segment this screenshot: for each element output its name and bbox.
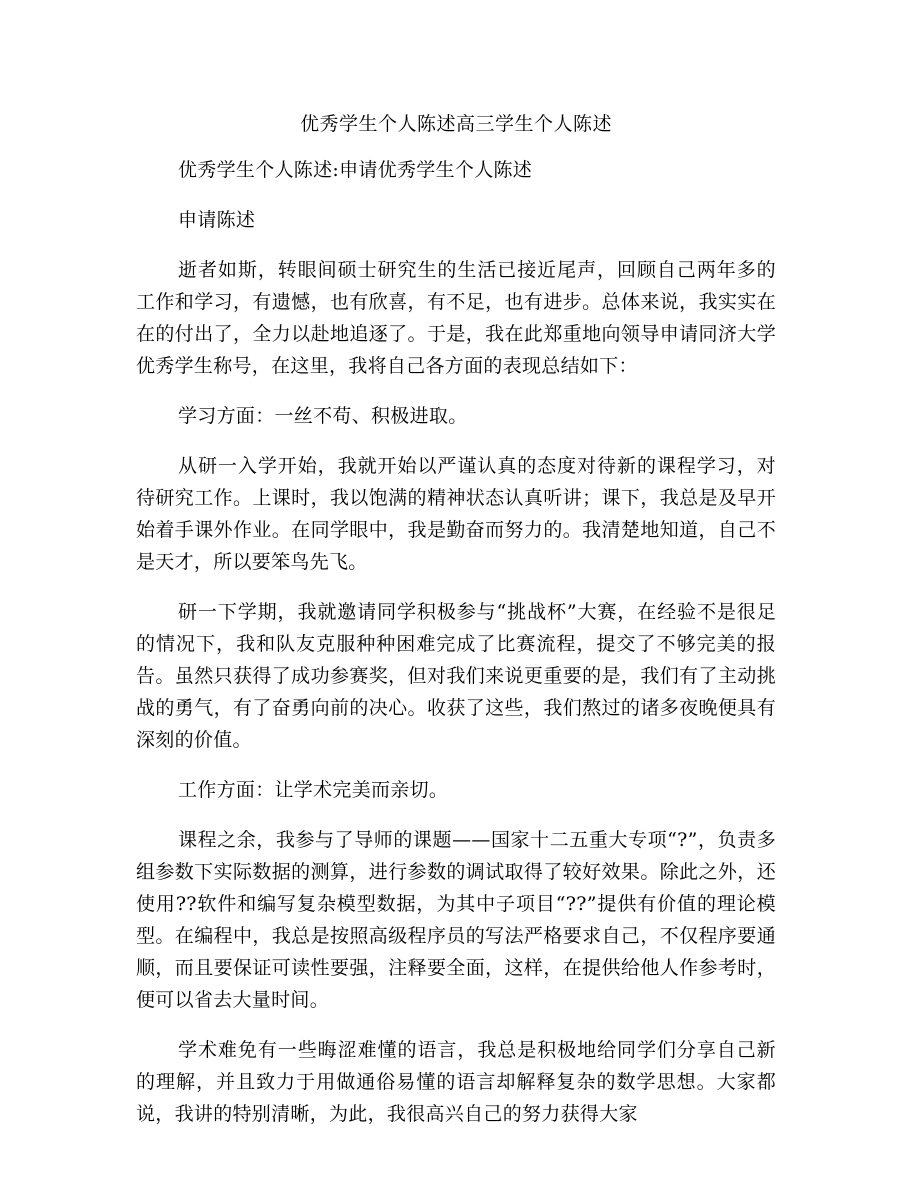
paragraph-study-detail: 从研一入学开始，我就开始以严谨认真的态度对待新的课程学习，对待研究工作。上课时，我以饱满的精神状态认真听讲；课下，我总是及早开始着手课外作业。在同学眼中，我是勤奋而努力的。我清楚地知道，自己不是天才，所以要笨鸟先飞。 bbox=[136, 455, 776, 573]
document-body bbox=[136, 108, 776, 1148]
paragraph-study-heading: 学习方面：一丝不苟、积极进取。 bbox=[178, 405, 468, 427]
document-title: 优秀学生个人陈述高三学生个人陈述 bbox=[299, 113, 612, 135]
paragraph-research-project: 课程之余，我参与了导师的课题——国家十二五重大专项“?”，负责多组参数下实际数据的测算，进行参数的调试取得了较好效果。除此之外，还使用??软件和编写复杂模型数据，为其中子项目“??”提供有价值的理论模型。在编程中，我总是按照高级程序员的写法严格要求自己，不仅程序要通顺，而且要保证可读性要强，注释要全面，这样，在提供给他人作参考时，便可以省去大量时间。 bbox=[136, 829, 776, 1011]
paragraph-heading-statement: 申请陈述 bbox=[178, 209, 256, 231]
paragraph-challenge-cup: 研一下学期，我就邀请同学积极参与“挑战杯”大赛，在经验不是很足的情况下，我和队友克服种种困难完成了比赛流程，提交了不够完美的报告。虽然只获得了成功参赛奖，但对我们来说更重要的是，我们有了主动挑战的勇气，有了奋勇向前的决心。收获了这些，我们熬过的诸多夜晚便具有深刻的价值。 bbox=[136, 601, 776, 751]
paragraph-intro: 逝者如斯，转眼间硕士研究生的生活已接近尾声，回顾自己两年多的工作和学习，有遗憾，也有欣喜，有不足，也有进步。总体来说，我实实在在的付出了，全力以赴地追逐了。于是，我在此郑重地向领导申请同济大学优秀学生称号，在这里，我将自己各方面的表现总结如下： bbox=[136, 259, 776, 377]
paragraph-subtitle: 优秀学生个人陈述:申请优秀学生个人陈述 bbox=[178, 159, 533, 181]
paragraph-work-heading: 工作方面：让学术完美而亲切。 bbox=[178, 779, 449, 801]
paragraph-sharing: 学术难免有一些晦涩难懂的语言，我总是积极地给同学们分享自己新的理解，并且致力于用做通俗易懂的语言却解释复杂的数学思想。大家都说，我讲的特别清晰，为此，我很高兴自己的努力获得大家 bbox=[136, 1039, 776, 1125]
